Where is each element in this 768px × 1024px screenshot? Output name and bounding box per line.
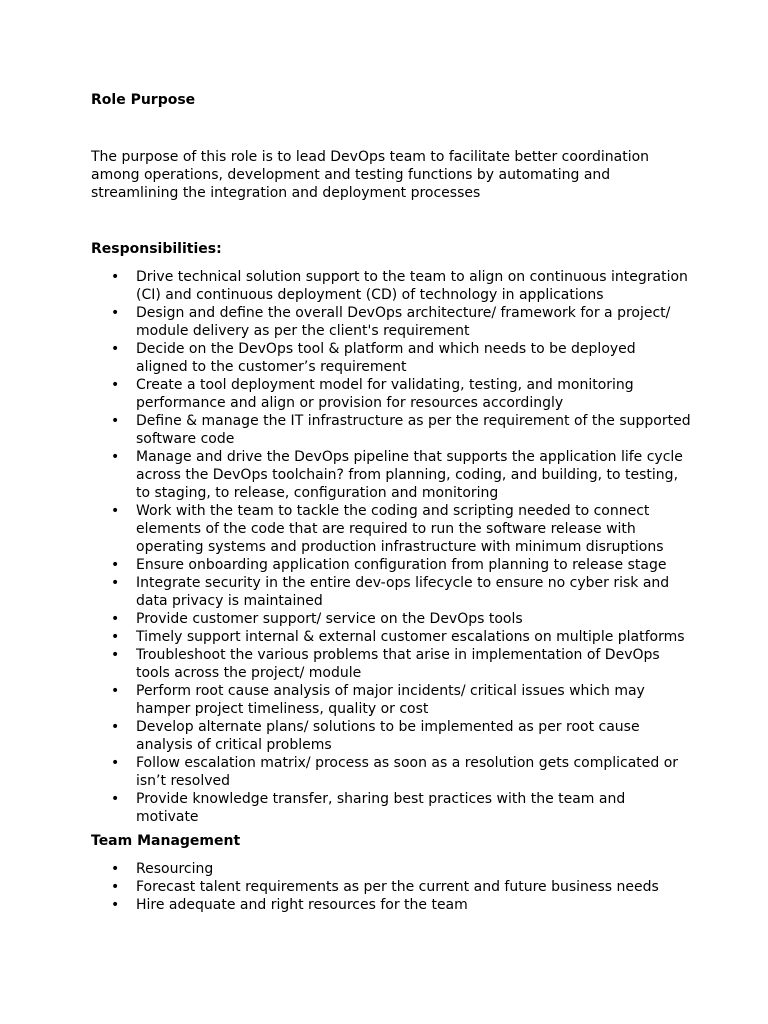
- team-management-list: [91, 860, 691, 914]
- list-item: [91, 682, 691, 718]
- bullet-icon: •: [111, 575, 120, 591]
- list-item: [91, 610, 691, 628]
- bullet-icon: •: [111, 683, 120, 699]
- list-item-text: Perform root cause analysis of major incidents/ critical issues which may hamper project timeliness, quality or cost: [136, 683, 645, 717]
- list-item: [91, 340, 691, 376]
- list-item: [91, 304, 691, 340]
- list-item: [91, 790, 691, 826]
- list-item-text: Hire adequate and right resources for the team: [136, 897, 468, 913]
- list-item-text: Drive technical solution support to the team to align on continuous integration (CI) and continuous deployment (CD) of technology in applications: [136, 269, 688, 303]
- list-item-text: Design and define the overall DevOps architecture/ framework for a project/ module delivery as per the client's requirement: [136, 305, 671, 339]
- bullet-icon: •: [111, 719, 120, 735]
- list-item: [91, 860, 691, 878]
- bullet-icon: •: [111, 377, 120, 393]
- list-item: [91, 448, 691, 502]
- list-item-text: Work with the team to tackle the coding and scripting needed to connect elements of the code that are required to run the software release with operating systems and production infrastructure with minimum disruptions: [136, 503, 664, 555]
- bullet-icon: •: [111, 861, 120, 877]
- list-item-text: Provide customer support/ service on the DevOps tools: [136, 611, 523, 627]
- list-item-text: Resourcing: [136, 861, 214, 877]
- responsibilities-heading: Responsibilities:: [91, 241, 222, 257]
- list-item-text: Create a tool deployment model for validating, testing, and monitoring performance and align or provision for resources accordingly: [136, 377, 634, 411]
- list-item-text: Manage and drive the DevOps pipeline that supports the application life cycle across the DevOps toolchain? from planning, coding, and building, to testing, to staging, to release, configuration and monitoring: [136, 449, 683, 501]
- bullet-icon: •: [111, 557, 120, 573]
- list-item: [91, 556, 691, 574]
- bullet-icon: •: [111, 503, 120, 519]
- bullet-icon: •: [111, 305, 120, 321]
- list-item-text: Decide on the DevOps tool & platform and which needs to be deployed aligned to the customer’s requirement: [136, 341, 636, 375]
- bullet-icon: •: [111, 269, 120, 285]
- role-purpose-heading: Role Purpose: [91, 92, 196, 108]
- bullet-icon: •: [111, 341, 120, 357]
- responsibilities-list: [91, 268, 691, 826]
- list-item-text: Develop alternate plans/ solutions to be implemented as per root cause analysis of critical problems: [136, 719, 640, 753]
- list-item: [91, 878, 691, 896]
- list-item-text: Troubleshoot the various problems that arise in implementation of DevOps tools across the project/ module: [136, 647, 660, 681]
- list-item: [91, 718, 691, 754]
- team-management-heading: Team Management: [91, 833, 241, 849]
- list-item-text: Follow escalation matrix/ process as soon as a resolution gets complicated or isn’t resolved: [136, 755, 679, 789]
- list-item-text: Define & manage the IT infrastructure as per the requirement of the supported software code: [136, 413, 691, 447]
- list-item: [91, 628, 691, 646]
- list-item-text: Integrate security in the entire dev-ops lifecycle to ensure no cyber risk and data privacy is maintained: [136, 575, 670, 609]
- list-item-text: Ensure onboarding application configuration from planning to release stage: [136, 557, 667, 573]
- bullet-icon: •: [111, 611, 120, 627]
- bullet-icon: •: [111, 791, 120, 807]
- bullet-icon: •: [111, 449, 120, 465]
- list-item-text: Provide knowledge transfer, sharing best practices with the team and motivate: [136, 791, 626, 825]
- list-item: [91, 376, 691, 412]
- bullet-icon: •: [111, 879, 120, 895]
- bullet-icon: •: [111, 755, 120, 771]
- list-item: [91, 502, 691, 556]
- list-item: [91, 646, 691, 682]
- bullet-icon: •: [111, 897, 120, 913]
- list-item: [91, 268, 691, 304]
- bullet-icon: •: [111, 413, 120, 429]
- list-item: [91, 574, 691, 610]
- list-item-text: Forecast talent requirements as per the current and future business needs: [136, 879, 659, 895]
- list-item: [91, 754, 691, 790]
- role-purpose-text: The purpose of this role is to lead DevOps team to facilitate better coordination among operations, development and testing functions by automating and streamlining the integration and deployment processes: [91, 149, 650, 201]
- list-item: [91, 896, 691, 914]
- list-item: [91, 412, 691, 448]
- list-item-text: Timely support internal & external customer escalations on multiple platforms: [136, 629, 685, 645]
- bullet-icon: •: [111, 647, 120, 663]
- bullet-icon: •: [111, 629, 120, 645]
